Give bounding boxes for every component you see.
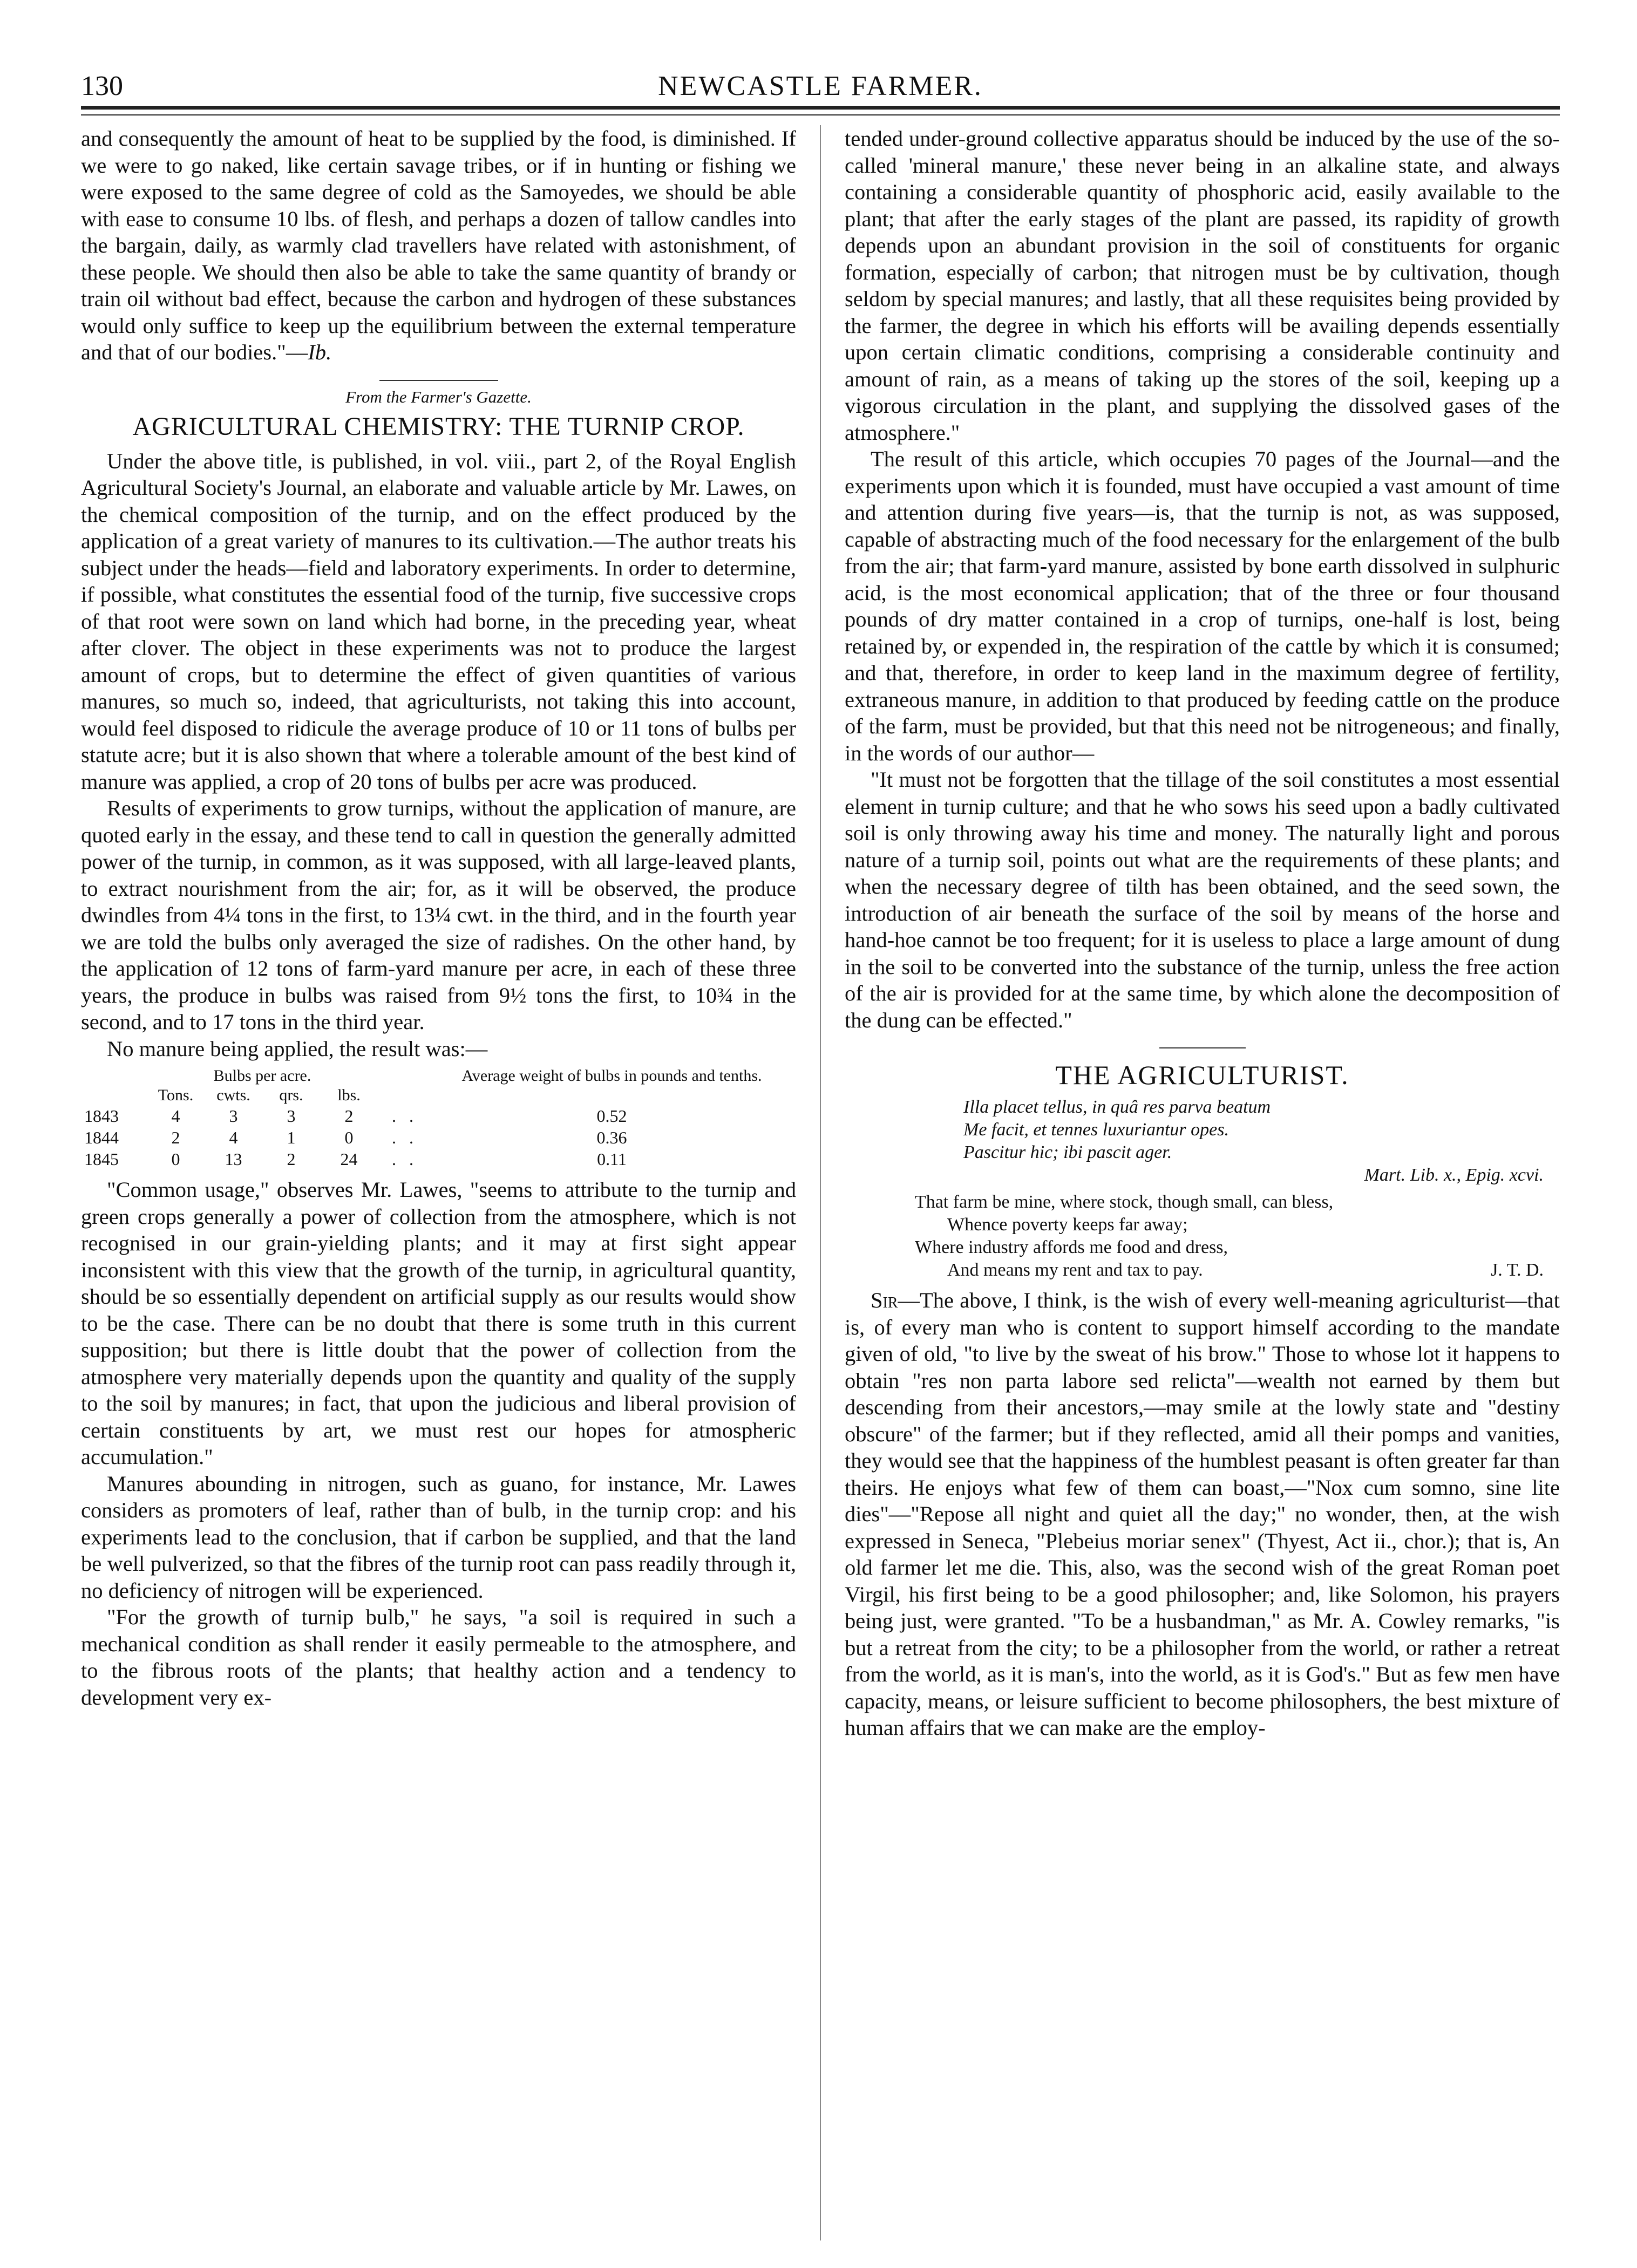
table-row: 1844 2 4 1 0 . . 0.36 <box>84 1128 627 1147</box>
right-column <box>845 125 1560 2240</box>
paragraph: "Common usage," observes Mr. Lawes, "seems to attribute to the turnip and green crops generally a power of collection from the atmosphere, which is not recognised in our grain-yielding plants; and it may at first sight appear inconsistent with this view that the growth of the turnip, in agricultural quantity, should be so essentially dependent on artificial supply as our results would show to be the case. There can be no doubt that there is some truth in this current supposition; but there is little doubt that the power of collection from the atmosphere very materially depends upon the quantity and quality of the supply to the soil by manures; in fact, that upon the judicious and liberal provision of certain constituents by art, we must rest our hopes for atmospheric accumulation." <box>81 1177 796 1469</box>
table-row: 1843 4 3 3 2 . . 0.52 <box>84 1106 627 1126</box>
header-rule-thin <box>81 114 1560 115</box>
paragraph: Under the above title, is published, in vol. viii., part 2, of the Royal English Agricultural Society's Journal, an elaborate and valuable article by Mr. Lawes, on the chemical composition of the turnip, and on the effect produced by the application of a great variety of manures to its cultivation.—The author treats his subject under the heads—field and laboratory experiments. In order to determine, if possible, what constitutes the essential food of the turnip, five successive crops of that root were sown on land which had borne, in the preceding year, wheat after clover. The object in these experiments was not to produce the largest amount of crops, but to determine the effect of given quantities of various manures, so much so, indeed, that agriculturists, not taking this into account, would feel disposed to ridicule the average produce of 10 or 11 tons of bulbs per statute acre; but it is also shown that where a tolerable amount of the best kind of manure was applied, a crop of 20 tons of bulbs per acre was produced. <box>81 448 796 794</box>
paragraph: Manures abounding in nitrogen, such as guano, for instance, Mr. Lawes considers as promoters of leaf, rather than of bulb, in the turnip crop: and his experiments lead to the conclusion, that if carbon be supplied, and that the land be well pulverized, so that the fibres of the turnip root can pass readily through it, no deficiency of nitrogen will be experienced. <box>81 1471 796 1603</box>
article-continuation: and consequently the amount of heat to be supplied by the food, is diminished. If we were to go naked, like certain savage tribes, or if in hunting or fishing we were exposed to the same degree of cold as the Samoyedes, we should be able with ease to consume 10 lbs. of flesh, and perhaps a dozen of tallow candles into the bargain, daily, as warmly clad travellers have related with astonishment, of these people. We should then also be able to take the same quantity of brandy or train oil without bad effect, because the carbon and hydrogen of these substances would only suffice to keep up the equilibrium between the external temperature and that of our bodies."—Ib. <box>81 126 796 364</box>
article-headline-agriculturist: THE AGRICULTURIST. <box>1055 1060 1349 1090</box>
table-header-avg: Average weight of bulbs in pounds and tenths. <box>461 1067 762 1085</box>
paragraph: Results of experiments to grow turnips, without the application of manure, are quoted early in the essay, and these tend to call in question the generally admitted power of the turnip, in common, as it was supposed, with all large-leaved plants, to extract nourishment from the air; for, as it will be observed, the produce dwindles from 4¼ tons in the first, to 13¼ cwt. in the third, and in the fourth year we are told the bulbs only averaged the size of radishes. On the other hand, by the application of 12 tons of farm-yard manure per acre, in each of these three years, the produce in bulbs was raised from 9½ tons the first, to 10¾ in the second, and to 17 tons in the third year. <box>81 796 796 1034</box>
paragraph: "It must not be forgotten that the tillage of the soil constitutes a most essential element in turnip culture; and that he who sows his seed upon a badly cultivated soil is only throwing away his time and money. The naturally light and porous nature of a turnip soil, points out what are the requirements of these plants; and when the necessary degree of tilth has been obtained, and the seed sown, the introduction of air beneath the surface of the soil by means of the horse and hand-hoe cannot be too frequent; for it is useless to place a large amount of dung in the soil to be converted into the substance of the turnip, unless the free action of the air is provided for at the same time, by which alone the decomposition of the dung can be effected." <box>845 767 1560 1032</box>
article-source: From the Farmer's Gazette. <box>345 387 532 406</box>
left-column <box>81 125 796 2240</box>
table-unit: cwts. <box>216 1086 250 1104</box>
signature: J. T. D. <box>1491 1260 1544 1280</box>
running-head <box>81 70 1560 103</box>
english-verse: That farm be mine, where stock, though small, can bless, Whence poverty keeps far away; Where industry affords me food and dress, And means my rent and tax to pay. J. T. D. <box>845 1191 1560 1282</box>
paragraph: "For the growth of turnip bulb," he says, "a soil is required in such a mechanical condition as shall render it easily permeable to the atmosphere, and to the fibrous roots of the plants; that healthy action and a tendency to development very ex- <box>81 1605 796 1709</box>
results-table <box>81 1066 796 1170</box>
section-separator <box>379 380 498 381</box>
column-divider <box>820 125 821 2240</box>
table-unit: lbs. <box>337 1086 361 1104</box>
publication-title: NEWCASTLE FARMER. <box>658 71 983 101</box>
paragraph: tended under-ground collective apparatus should be induced by the use of the so-called 'mineral manure,' these never being in an alkaline state, and always containing a considerable quantity of phosphoric acid, easily available to the plant; that after the early stages of the plant are passed, its rapidity of growth depends upon an abundant provision in the soil of constituents for organic formation, especially of carbon; that nitrogen must be by cultivation, though seldom by special manures; and lastly, that all these requisites being provided by the farmer, the degree in which his efforts will be availing depends essentially upon certain climatic conditions, comprising a considerable continuity and amount of rain, as a means of taking up the stores of the soil, keeping up a vigorous circulation in the plant, and supplying the dissolved gases of the atmosphere." <box>845 126 1560 445</box>
table-unit: qrs. <box>279 1086 303 1104</box>
paragraph: No manure being applied, the result was:— <box>107 1036 488 1061</box>
table-row: 1845 0 13 2 24 . . 0.11 <box>84 1149 627 1169</box>
section-separator <box>1159 1047 1246 1048</box>
page-number: 130 <box>81 71 123 101</box>
article-headline-turnip: AGRICULTURAL CHEMISTRY: THE TURNIP CROP. <box>132 412 745 441</box>
table-unit: Tons. <box>158 1086 194 1104</box>
latin-epigraph: Illa placet tellus, in quâ res parva beatum Me facit, et tennes luxuriantur opes. Pascitur hic; ibi pascit ager. Mart. Lib. x., Epig. xcvi. <box>845 1096 1560 1187</box>
header-rule-thick <box>81 106 1560 110</box>
paragraph: The result of this article, which occupies 70 pages of the Journal—and the experiments upon which it is founded, must have occupied a vast amount of time and attention during five years—is, that the turnip is not, as was supposed, capable of abstracting much of the food necessary for the enlargement of the bulb from the air; that farm-yard manure, assisted by bone earth dissolved in sulphuric acid, is the most economical application; that of the three or four thousand pounds of dry matter contained in a crop of turnips, one-half is lost, being retained by, or expended in, the respiration of the cattle by which it is consumed; and that, therefore, in order to keep land in the maximum degree of fertility, extraneous manure, in addition to that produced by feeding cattle on the produce of the farm, must be provided, but that this need not be nitrogeneous; and finally, in the words of our author— <box>845 447 1560 765</box>
table-header-bulbs: Bulbs per acre. <box>213 1067 311 1085</box>
paragraph: Sir—The above, I think, is the wish of every well-meaning agriculturist—that is, of every man who is content to support himself according to the mandate given of old, "to live by the sweat of his brow." Those to whose lot it happens to obtain "res non parta labore sed relicta"—wealth not earned by them but descending from their ancestors,—may smile at the lowly state and "destiny obscure" of the farmer; but if they reflected, amid all their pomps and vanities, they would see that the happiness of the humblest peasant is often greater far than theirs. He enjoys what few of them can boast,—"Nox cum somno, sine lite dies"—"Repose all night and quiet all the day;" no wonder, then, at the wish expressed in Seneca, "Plebeius moriar senex" (Thyest, Act ii., chor.); that is, An old farmer let me die. This, also, was the second wish of the great Roman poet Virgil, his first being to be a good philosopher; and, like Solomon, his prayers being just, were granted. "To be a husbandman," as Mr. A. Cowley remarks, "is but a retreat from the city; to be a philosopher from the world, or rather a retreat from the world, as it is man's, into the world, as it is God's." But as few men have capacity, means, or leisure sufficient to become philosophers, the best mixture of human affairs that we can make are the employ- <box>845 1288 1560 1740</box>
epigraph-reference: Mart. Lib. x., Epig. xcvi. <box>1364 1165 1544 1185</box>
